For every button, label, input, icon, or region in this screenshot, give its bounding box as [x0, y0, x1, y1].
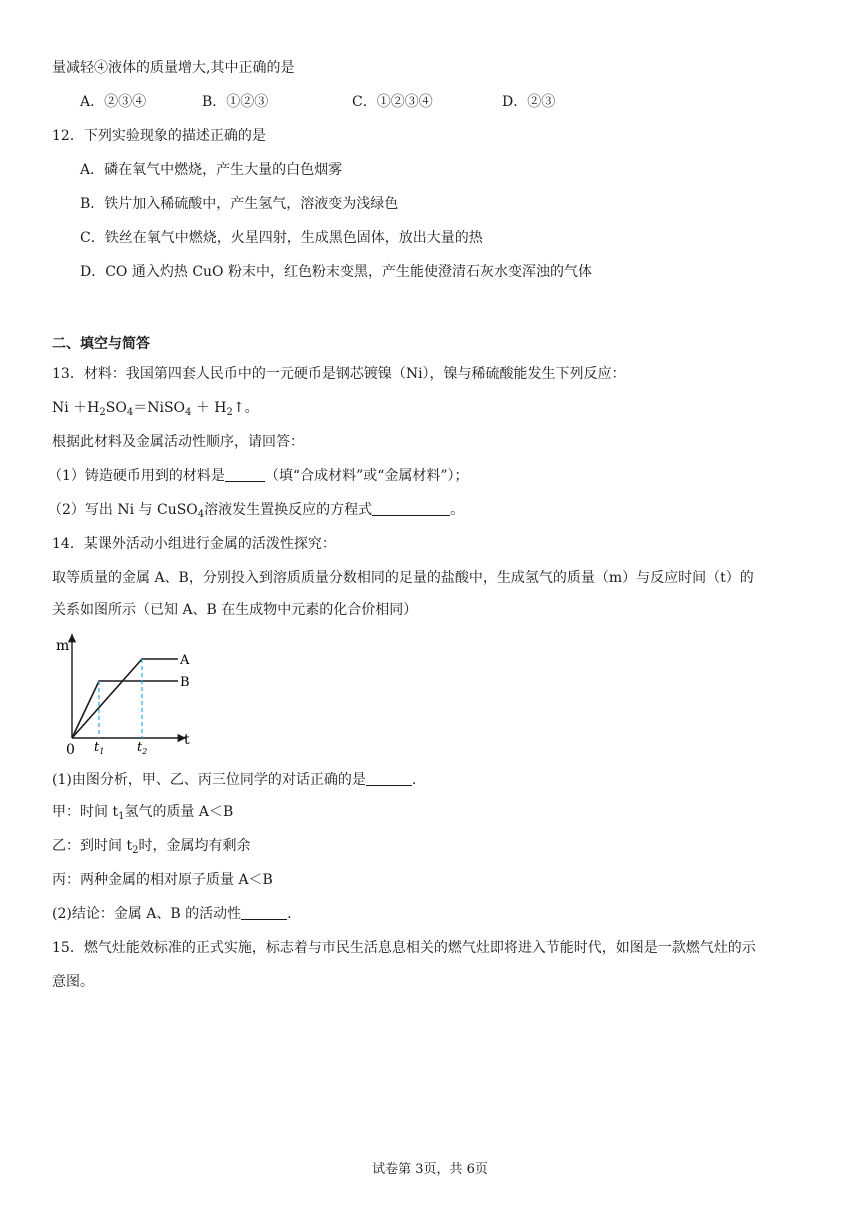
q11-options	[80, 92, 555, 112]
q13-part1: （1）铸造硬币用到的材料是 （填“合成材料”或“金属材料”）；	[48, 468, 469, 484]
q15-line1: 15．燃气灶能效标准的正式实施，标志着与市民生活息息相关的燃气灶即将进入节能时代，如图是一款燃气灶的示	[52, 940, 756, 956]
t2-label: $t_2$	[137, 740, 148, 756]
line-a-label: A	[180, 653, 190, 668]
q13-equation: $Ni +H_2SO_4=NiSO_4$ ＋ $H_2↑$。	[52, 400, 259, 418]
q11-option-d: D．②③	[502, 94, 556, 110]
q13-prompt: 根据此材料及金属活动性顺序，请回答：	[52, 434, 304, 450]
origin-label: 0	[66, 742, 75, 758]
q12-option-b: B．铁片加入稀硫酸中，产生氢气，溶液变为浅绿色	[80, 196, 399, 212]
q15-line2: 意图。	[52, 974, 94, 990]
x-axis-label: t	[184, 732, 190, 748]
q13-part2-blank[interactable]	[372, 501, 450, 516]
line-a	[72, 659, 178, 738]
q14-part2: (2)结论：金属 A、B 的活动性 .	[52, 906, 292, 922]
q13-stem: 13．材料：我国第四套人民币中的一元硬币是钢芯镀镍（Ni），镍与稀硫酸能发生下列反应：	[52, 366, 626, 382]
q11-option-c: C．①②③④	[352, 94, 433, 110]
q12-stem: 12．下列实验现象的描述正确的是	[52, 128, 266, 144]
t1-label: $t_1$	[94, 740, 105, 756]
q14-part1: (1)由图分析，甲、乙、丙三位同学的对话正确的是 .	[52, 772, 417, 788]
q12-option-a: A．磷在氧气中燃烧，产生大量的白色烟雾	[80, 162, 343, 178]
q14-jia: 甲：时间 $t_1$氢气的质量 A＜B	[52, 804, 234, 822]
y-axis-label: m	[56, 638, 70, 654]
q12-option-d: D．CO 通入灼热 CuO 粉末中，红色粉末变黑，产生能使澄清石灰水变浑浊的气体	[80, 264, 592, 280]
q14-yi: 乙：到时间 $t_2$时，金属均有剩余	[52, 838, 251, 856]
q14-part2-blank[interactable]	[241, 905, 287, 920]
q14-desc-line2: 关系如图所示（已知 A、B 在生成物中元素的化合价相同）	[52, 602, 418, 618]
q14-stem: 14．某课外活动小组进行金属的活泼性探究：	[52, 536, 336, 552]
q14-desc-line1: 取等质量的金属 A、B，分别投入到溶质质量分数相同的足量的盐酸中，生成氢气的质量（m）与反应时间（t）的	[52, 570, 754, 586]
q14-bing: 丙：两种金属的相对原子质量 A＜B	[52, 872, 273, 888]
section-title: 二、填空与简答	[52, 336, 150, 352]
q12-option-c: C．铁丝在氧气中燃烧，火星四射，生成黑色固体，放出大量的热	[80, 230, 483, 246]
q11-option-b: B．①②③	[202, 94, 269, 110]
q13-part1-blank[interactable]	[225, 467, 265, 482]
line-b-label: B	[180, 675, 190, 690]
q14-part1-blank[interactable]	[366, 771, 412, 786]
page-footer: 试卷第 3页，共 6页	[372, 1162, 488, 1177]
line-b	[72, 681, 178, 738]
q13-part2: （2）写出 Ni 与 CuSO$_4$溶液发生置换反应的方程式 。	[48, 502, 465, 520]
q11-option-a: A．②③④	[80, 94, 147, 110]
q11-stem-tail: 量减轻④液体的质量增大,其中正确的是	[52, 60, 295, 76]
mass-time-graph	[52, 630, 202, 760]
